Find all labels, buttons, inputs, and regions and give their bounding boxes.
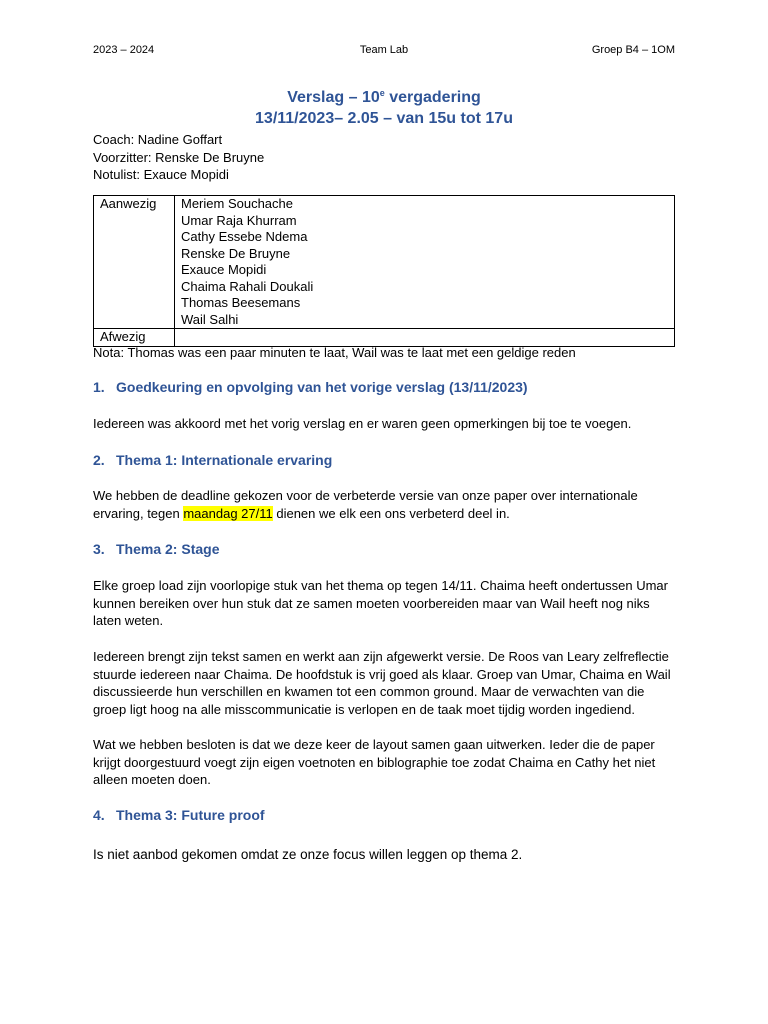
- notes-line: Notulist: Exauce Mopidi: [93, 167, 229, 182]
- section-number: 4.: [93, 807, 105, 823]
- section-heading-2: [93, 452, 332, 468]
- attendee-name: Cathy Essebe Ndema: [181, 229, 308, 244]
- section-4-text: Is niet aanbod gekomen omdat ze onze focus willen leggen op thema 2.: [93, 847, 523, 862]
- attendance-table: [93, 195, 675, 347]
- section-3-paragraph-2: Iedereen brengt zijn tekst samen en werkt aan zijn afgewerkt versie. De Roos van Leary zelfreflectie stuurde iedereen naar Chaima. De hoofdstuk is vrij goed als klaar. Groep van Umar, Chaima en Wail discussieerde hun verschillen en kwamen tot een common ground. Maar de verwachten van die groep ligt hoog na alle misscommunicatie is verlopen en de taak moet tijdig worden ingediend.: [93, 649, 671, 717]
- section-heading-3: [93, 541, 219, 557]
- present-names: [175, 196, 675, 329]
- attendee-name: Wail Salhi: [181, 311, 239, 327]
- header-group: Groep B4 – 1OM: [591, 44, 675, 56]
- attendee-name: Chaima Rahali Doukali: [181, 278, 314, 294]
- section-title: Goedkeuring en opvolging van het vorige verslag (13/11/2023): [116, 379, 528, 395]
- attendee-name: Renske De Bruyne: [181, 245, 291, 261]
- section-3-paragraph-1: Elke groep load zijn voorlopige stuk van het thema op tegen 14/11. Chaima heeft ondertussen Umar kunnen bereiken over hun stuk dat ze samen moeten voorbereiden maar van Wail heeft nog niks laten weten.: [93, 578, 668, 629]
- chair-line: Voorzitter: Renske De Bruyne: [93, 150, 265, 165]
- coach-line: Coach: Nadine Goffart: [93, 132, 223, 147]
- report-title-prefix: Verslag – 10: [287, 89, 380, 106]
- section-2-text-b: dienen we elk een ons verbeterd deel in.: [272, 505, 510, 521]
- section-1-text: Iedereen was akkoord met het vorig verslag en er waren geen opmerkingen bij toe te voegen.: [93, 416, 632, 431]
- attendee-name: Thomas Beesemans: [181, 295, 301, 310]
- deadline-highlight: maandag 27/11: [183, 505, 273, 521]
- attendee-name: Umar Raja Khurram: [181, 212, 297, 228]
- report-title: [93, 88, 675, 107]
- section-2-text-a: We hebben de deadline gekozen voor de verbeterde versie van onze paper over internationale ervaring, tegen: [93, 488, 638, 521]
- section-heading-1: [93, 379, 528, 395]
- header-title: Team Lab: [359, 44, 409, 56]
- report-title-sup: e: [379, 88, 385, 98]
- section-title: Thema 2: Stage: [116, 541, 220, 557]
- section-title: Thema 1: Internationale ervaring: [116, 452, 333, 468]
- present-row: [94, 196, 675, 329]
- section-title: Thema 3: Future proof: [116, 807, 265, 823]
- report-subtitle: 13/11/2023– 2.05 – van 15u tot 17u: [255, 110, 513, 127]
- section-2-text: [93, 487, 678, 522]
- attendee-name: Exauce Mopidi: [181, 262, 267, 277]
- report-title-suffix: vergadering: [384, 89, 481, 106]
- section-number: 2.: [93, 452, 105, 468]
- section-number: 3.: [93, 541, 105, 557]
- section-3-paragraph-3: Wat we hebben besloten is dat we deze keer de layout samen gaan uitwerken. Ieder die de paper krijgt doorgestuurd voegt zijn eigen voetnoten en biblographie toe zodat Chaima en Cathy het niet alleen moeten doen.: [93, 737, 656, 788]
- header-year: 2023 – 2024: [93, 44, 155, 56]
- present-label: Aanwezig: [94, 196, 175, 329]
- section-number: 1.: [93, 379, 105, 395]
- attendee-name: Meriem Souchache: [181, 196, 293, 211]
- absent-label: Afwezig: [94, 329, 175, 347]
- section-heading-4: [93, 807, 265, 823]
- nota-text: Nota: Thomas was een paar minuten te laat, Wail was te laat met een geldige reden: [93, 345, 576, 360]
